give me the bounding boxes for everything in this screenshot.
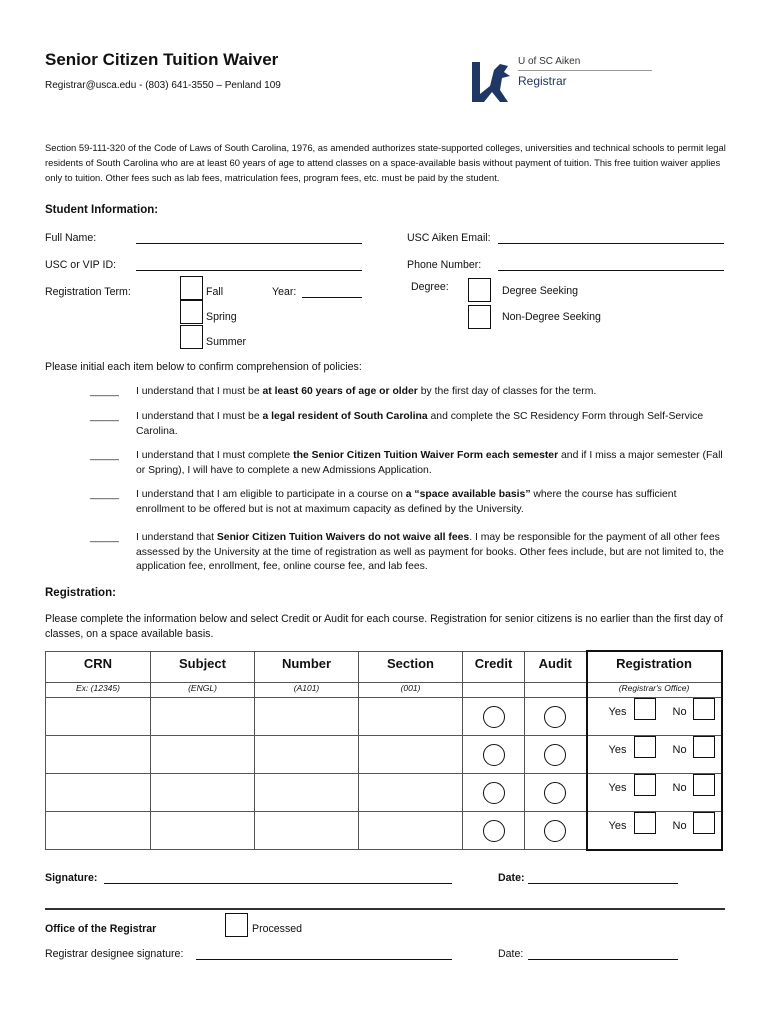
example-section: (001) xyxy=(359,683,463,698)
yes-checkbox[interactable] xyxy=(634,812,656,834)
column-header-crn: CRN xyxy=(46,651,151,683)
section-cell[interactable] xyxy=(359,698,463,736)
date-label: Date: xyxy=(498,872,525,884)
email-label: USC Aiken Email: xyxy=(407,232,491,244)
column-header-subject: Subject xyxy=(151,651,255,683)
email-field[interactable] xyxy=(498,243,724,244)
year-field[interactable] xyxy=(302,297,362,298)
full-name-label: Full Name: xyxy=(45,232,97,244)
initial-blank[interactable]: _____ xyxy=(90,489,119,500)
phone-field[interactable] xyxy=(498,270,724,271)
credit-radio[interactable] xyxy=(483,744,505,766)
no-label: No xyxy=(672,706,687,718)
yes-checkbox[interactable] xyxy=(634,774,656,796)
crn-cell[interactable] xyxy=(46,736,151,774)
policy-text: I understand that I must complete the Senior Citizen Tuition Waiver Form each semester and if I miss a major semester (Fall or Spring), I will have to complete a new Admissions Application. xyxy=(136,450,723,476)
subject-cell[interactable] xyxy=(151,812,255,850)
page-title: Senior Citizen Tuition Waiver xyxy=(45,50,279,69)
yes-label: Yes xyxy=(608,744,627,756)
spring-checkbox[interactable] xyxy=(180,300,203,324)
yes-label: Yes xyxy=(608,820,627,832)
yes-checkbox[interactable] xyxy=(634,736,656,758)
example-audit xyxy=(525,683,587,698)
student-info-heading: Student Information: xyxy=(45,204,159,216)
date2-label: Date: xyxy=(498,948,524,960)
section-cell[interactable] xyxy=(359,736,463,774)
column-header-audit: Audit xyxy=(525,651,587,683)
yes-checkbox[interactable] xyxy=(634,698,656,720)
non-degree-seeking-checkbox[interactable] xyxy=(468,305,491,329)
audit-radio[interactable] xyxy=(544,782,566,804)
example-credit xyxy=(463,683,525,698)
audit-radio[interactable] xyxy=(544,744,566,766)
initial-blank[interactable]: _____ xyxy=(90,532,119,543)
initial-blank[interactable]: _____ xyxy=(90,411,119,422)
credit-radio[interactable] xyxy=(483,820,505,842)
office-label: Office of the Registrar xyxy=(45,923,157,935)
registrar-cell xyxy=(587,812,722,850)
registrar-cell xyxy=(587,698,722,736)
logo-registrar-text: Registrar xyxy=(518,74,567,88)
designee-label: Registrar designee signature: xyxy=(45,948,184,960)
policy-text: I understand that I must be a legal resident of South Carolina and complete the SC Residency Form through Self-Service Carolina. xyxy=(136,411,704,437)
column-header-credit: Credit xyxy=(463,651,525,683)
degree-label: Degree: xyxy=(411,281,449,293)
contact-info: Registrar@usca.edu - (803) 641-3550 – Penland 109 xyxy=(45,80,281,91)
term-label: Registration Term: xyxy=(45,286,131,298)
processed-checkbox[interactable] xyxy=(225,913,248,937)
subject-cell[interactable] xyxy=(151,698,255,736)
year-label: Year: xyxy=(272,286,297,298)
usc-id-field[interactable] xyxy=(136,270,362,271)
example-number: (A101) xyxy=(255,683,359,698)
subject-cell[interactable] xyxy=(151,736,255,774)
summer-checkbox[interactable] xyxy=(180,325,203,349)
no-label: No xyxy=(672,744,687,756)
credit-radio[interactable] xyxy=(483,782,505,804)
number-cell[interactable] xyxy=(255,698,359,736)
column-header-section: Section xyxy=(359,651,463,683)
full-name-field[interactable] xyxy=(136,243,362,244)
initial-blank[interactable]: _____ xyxy=(90,450,119,461)
column-header-registration: Registration xyxy=(587,651,722,683)
table-row xyxy=(46,698,722,736)
yes-label: Yes xyxy=(608,782,627,794)
gamecock-logo-icon xyxy=(470,56,514,104)
degree-seeking-label: Degree Seeking xyxy=(502,285,578,297)
table-row xyxy=(46,812,722,850)
signature-label: Signature: xyxy=(45,872,98,884)
no-label: No xyxy=(672,820,687,832)
crn-cell[interactable] xyxy=(46,812,151,850)
usc-id-label: USC or VIP ID: xyxy=(45,259,117,271)
signature-field[interactable] xyxy=(104,883,452,884)
summer-label: Summer xyxy=(206,336,247,348)
no-checkbox[interactable] xyxy=(693,774,715,796)
degree-seeking-checkbox[interactable] xyxy=(468,278,491,302)
number-cell[interactable] xyxy=(255,774,359,812)
crn-cell[interactable] xyxy=(46,698,151,736)
subject-cell[interactable] xyxy=(151,774,255,812)
logo-university-text: U of SC Aiken xyxy=(518,56,581,67)
yes-label: Yes xyxy=(608,706,627,718)
policies-instruction: Please initial each item below to confirm comprehension of policies: xyxy=(45,361,362,373)
no-label: No xyxy=(672,782,687,794)
no-checkbox[interactable] xyxy=(693,736,715,758)
phone-label: Phone Number: xyxy=(407,259,482,271)
registration-instruction: Please complete the information below and select Credit or Audit for each course. Registration for senior citizens is no earlier than the first day of classes, on a space available basis. xyxy=(45,613,723,640)
fall-checkbox[interactable] xyxy=(180,276,203,300)
column-header-number: Number xyxy=(255,651,359,683)
number-cell[interactable] xyxy=(255,736,359,774)
example-crn: Ex: (12345) xyxy=(46,683,151,698)
registration-heading: Registration: xyxy=(45,587,116,599)
example-registration: (Registrar's Office) xyxy=(587,683,722,698)
office-divider xyxy=(45,908,725,910)
date-field[interactable] xyxy=(528,883,678,884)
non-degree-seeking-label: Non-Degree Seeking xyxy=(502,311,601,323)
registrar-cell xyxy=(587,774,722,812)
designee-signature-field[interactable] xyxy=(196,959,452,960)
audit-radio[interactable] xyxy=(544,820,566,842)
table-row xyxy=(46,736,722,774)
crn-cell[interactable] xyxy=(46,774,151,812)
processed-label: Processed xyxy=(252,923,303,935)
logo-divider xyxy=(518,70,652,71)
audit-radio[interactable] xyxy=(544,706,566,728)
no-checkbox[interactable] xyxy=(693,698,715,720)
number-cell[interactable] xyxy=(255,812,359,850)
policy-text: I understand that I am eligible to participate in a course on a “space available basis” where the course has sufficient enrollment to be offered but is not at maximum capacity as defined by the University. xyxy=(136,489,677,515)
section-cell[interactable] xyxy=(359,774,463,812)
policy-text: I understand that Senior Citizen Tuition Waivers do not waive all fees. I may be responsible for the payment of all other fees assessed by the University at the time of registration as well as payment for books. Other fees include, but are not limited to, the application fee, enrollment, fee, online course fee, and lab fees. xyxy=(136,532,724,572)
registrar-cell xyxy=(587,736,722,774)
table-row xyxy=(46,774,722,812)
registration-table xyxy=(45,650,723,851)
intro-paragraph: Section 59-111-320 of the Code of Laws of South Carolina, 1976, as amended authorizes state-supported colleges, universities and technical schools to permit legal residents of South Carolina who are at least 60 years of age to attend classes on a space-available basis without payment of tuition. This free tuition waiver applies only to tuition. Other fees such as lab fees, matriculation fees, program fees, etc. must be paid by the student. xyxy=(45,142,726,183)
policy-text: I understand that I must be at least 60 years of age or older by the first day of classes for the term. xyxy=(136,386,597,397)
usc-aiken-registrar-logo xyxy=(470,56,660,106)
spring-label: Spring xyxy=(206,311,237,323)
no-checkbox[interactable] xyxy=(693,812,715,834)
credit-radio[interactable] xyxy=(483,706,505,728)
date2-field[interactable] xyxy=(528,959,678,960)
initial-blank[interactable]: _____ xyxy=(90,386,119,397)
section-cell[interactable] xyxy=(359,812,463,850)
fall-label: Fall xyxy=(206,286,224,298)
example-subject: (ENGL) xyxy=(151,683,255,698)
